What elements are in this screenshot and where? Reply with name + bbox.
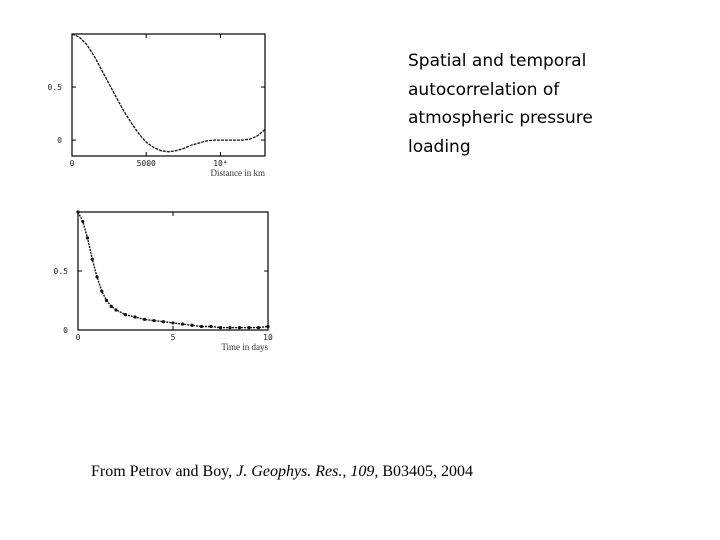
temporal-data-point-15 bbox=[181, 323, 184, 326]
temporal-x-tick-label-0: 0 bbox=[75, 333, 81, 342]
temporal-data-point-1 bbox=[81, 220, 84, 223]
temporal-data-point-24 bbox=[266, 325, 269, 328]
temporal-x-tick-label-2: 10 bbox=[263, 333, 273, 342]
temporal-data-point-16 bbox=[190, 324, 193, 327]
slide-caption bbox=[408, 47, 708, 161]
spatial-x-tick-label-2: 10⁴ bbox=[213, 159, 228, 168]
temporal-data-point-5 bbox=[100, 289, 103, 292]
spatial-autocorrelation-plot bbox=[47, 24, 280, 184]
citation-prefix: From Petrov and Boy, bbox=[91, 463, 233, 480]
temporal-data-point-18 bbox=[209, 325, 212, 328]
temporal-autocorrelation-chart bbox=[50, 202, 290, 362]
caption-line-4: loading bbox=[408, 136, 471, 157]
temporal-data-point-11 bbox=[143, 318, 146, 321]
spatial-x-tick-label-0: 0 bbox=[69, 159, 75, 168]
temporal-y-tick-label-1: 0 bbox=[63, 326, 68, 335]
citation bbox=[91, 463, 651, 481]
spatial-x-axis-label: Distance in km bbox=[210, 168, 265, 178]
spatial-autocorrelation-chart bbox=[47, 24, 280, 184]
temporal-data-point-17 bbox=[200, 325, 203, 328]
caption-line-3: atmospheric pressure bbox=[408, 108, 593, 128]
temporal-data-point-22 bbox=[247, 326, 250, 329]
temporal-data-point-13 bbox=[162, 320, 165, 323]
temporal-data-point-20 bbox=[228, 326, 231, 329]
temporal-data-point-23 bbox=[257, 326, 260, 329]
temporal-data-point-9 bbox=[124, 313, 127, 316]
temporal-data-point-14 bbox=[171, 321, 174, 324]
spatial-series-line-0 bbox=[72, 34, 265, 152]
temporal-data-point-19 bbox=[219, 326, 222, 329]
temporal-data-point-21 bbox=[238, 326, 241, 329]
temporal-y-tick-label-0: 0.5 bbox=[53, 267, 68, 276]
temporal-autocorrelation-plot bbox=[50, 202, 290, 362]
temporal-data-point-7 bbox=[110, 305, 113, 308]
citation-journal: J. Geophys. Res., bbox=[236, 463, 347, 480]
spatial-x-tick-label-1: 5000 bbox=[136, 159, 156, 168]
temporal-data-point-6 bbox=[105, 299, 108, 302]
temporal-data-point-3 bbox=[91, 258, 94, 261]
temporal-data-point-10 bbox=[133, 315, 136, 318]
temporal-plot-frame bbox=[78, 212, 268, 330]
spatial-y-tick-label-0: 0.5 bbox=[47, 83, 62, 93]
temporal-data-point-0 bbox=[76, 210, 79, 213]
temporal-series-line-0 bbox=[78, 212, 268, 328]
temporal-x-axis-label: Time in days bbox=[221, 342, 268, 352]
temporal-x-tick-label-1: 5 bbox=[170, 333, 176, 342]
temporal-data-point-8 bbox=[114, 308, 117, 311]
spatial-y-tick-label-1: 0 bbox=[57, 136, 62, 146]
citation-volume: 109, bbox=[350, 463, 379, 480]
spatial-plot-frame bbox=[72, 34, 265, 156]
caption-line-2: autocorrelation of bbox=[408, 79, 560, 100]
citation-suffix: B03405, 2004 bbox=[382, 463, 474, 480]
caption-line-1: Spatial and temporal bbox=[408, 51, 587, 71]
temporal-data-point-4 bbox=[95, 275, 98, 278]
temporal-data-point-12 bbox=[152, 319, 155, 322]
temporal-data-point-2 bbox=[86, 236, 89, 239]
